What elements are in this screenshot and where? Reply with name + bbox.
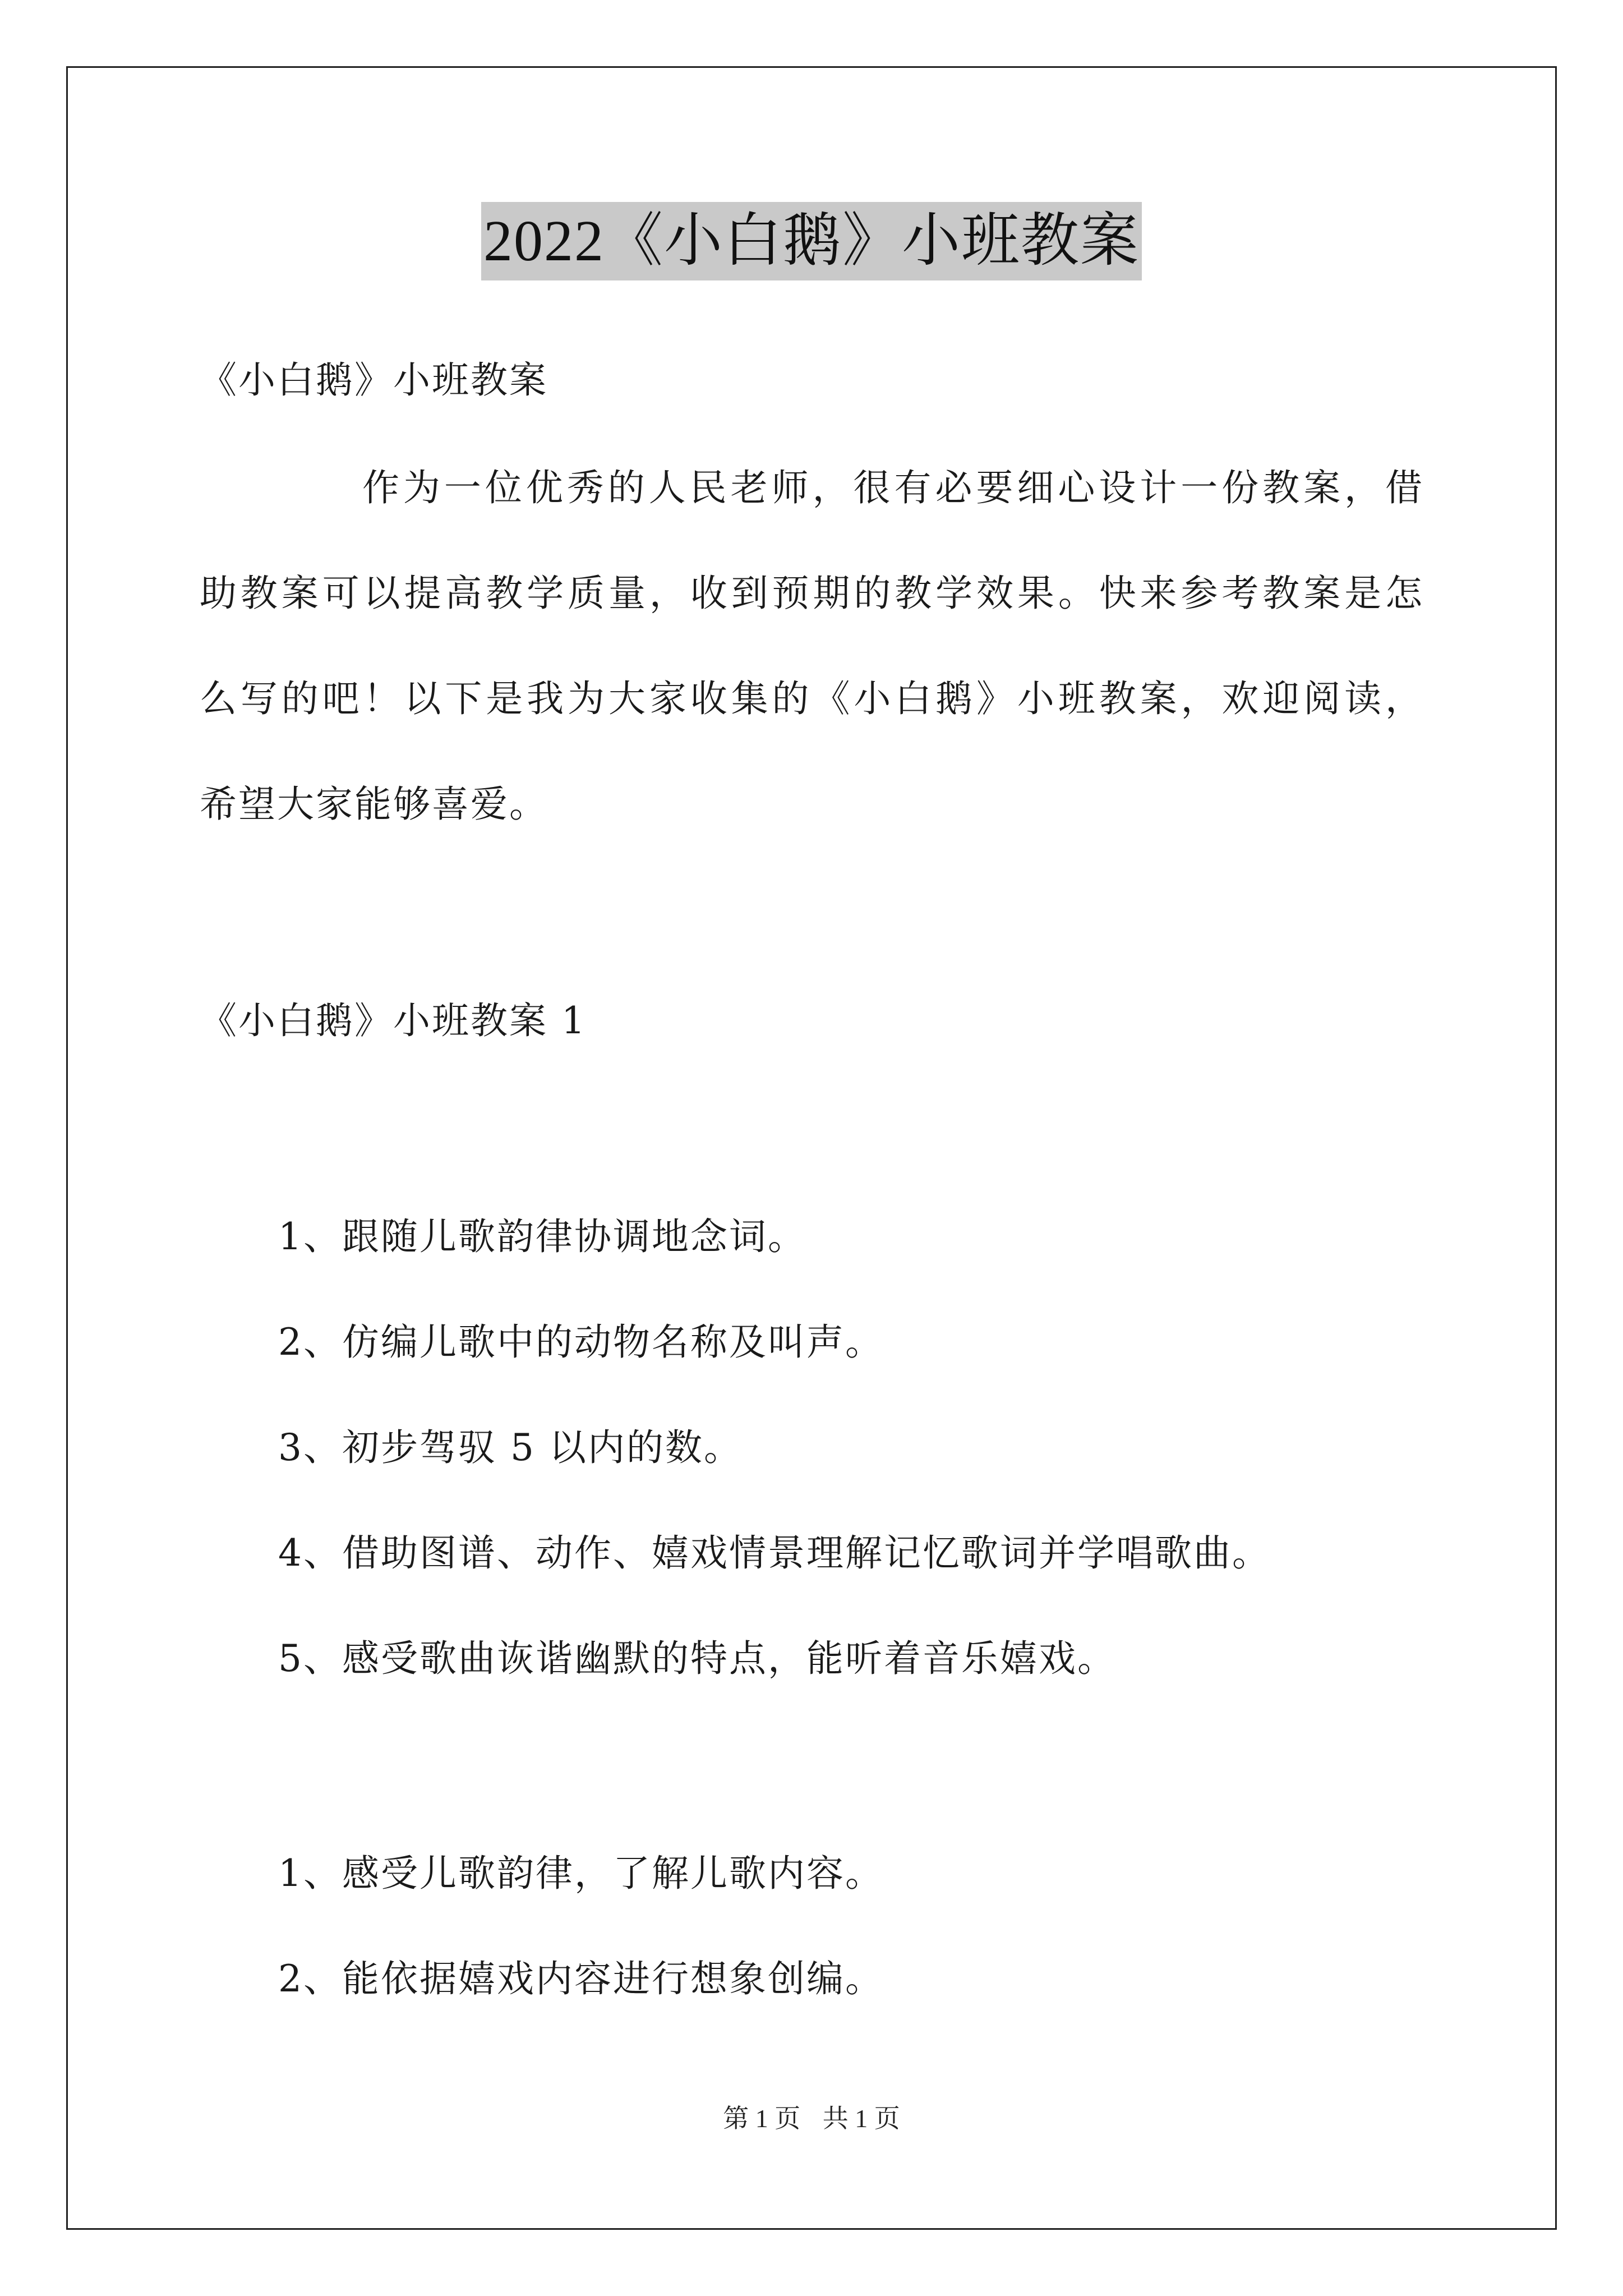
intro-line-1: 作为一位优秀的人民老师，很有必要细心设计一份教案，借 (362, 466, 1422, 509)
goal-a-4: 4、借助图谱、动作、嬉戏情景理解记忆歌词并学唱歌曲。 (278, 1531, 1271, 1575)
intro-line-3: 么写的吧！以下是我为大家收集的《小白鹅》小班教案，欢迎阅读， (200, 677, 1422, 720)
goal-a-3: 3、初步驾驭 5 以内的数。 (278, 1426, 743, 1469)
page-total: 共 1 页 (822, 2104, 900, 2133)
document-title: 2022《小白鹅》小班教案 (481, 202, 1142, 280)
intro-line-4: 希望大家能够喜爱。 (200, 783, 548, 826)
goal-b-1: 1、感受儿歌韵律，了解儿歌内容。 (278, 1852, 884, 1895)
goal-a-2: 2、仿编儿歌中的动物名称及叫声。 (278, 1320, 884, 1364)
subtitle: 《小白鹅》小班教案 (200, 358, 548, 402)
section-heading: 《小白鹅》小班教案 1 (200, 999, 587, 1042)
goal-a-5: 5、感受歌曲诙谐幽默的特点，能听着音乐嬉戏。 (278, 1637, 1116, 1680)
goal-b-2: 2、能依据嬉戏内容进行想象创编。 (278, 1957, 884, 2000)
page-number: 第 1 页 (723, 2104, 801, 2133)
page-footer (0, 2098, 1623, 2135)
title-container (0, 202, 1623, 280)
intro-line-2: 助教案可以提高教学质量，收到预期的教学效果。快来参考教案是怎 (200, 572, 1422, 615)
goal-a-1: 1、跟随儿歌韵律协调地念词。 (278, 1215, 806, 1258)
